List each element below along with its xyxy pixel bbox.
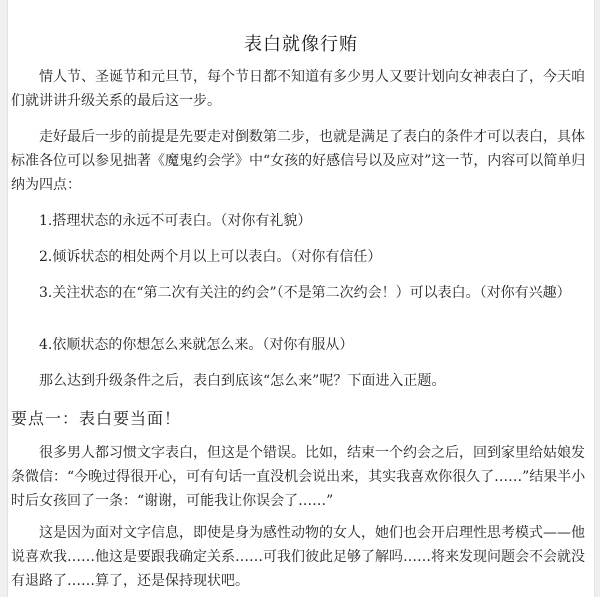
- transition-paragraph: 那么达到升级条件之后，表白到底该“怎么来”呢？下面进入正题。: [39, 373, 446, 389]
- list-item-4: 4.依顺状态的你想怎么来就怎么来。（对你有服从）: [39, 337, 354, 353]
- premise-paragraph: 走好最后一步的前提是先要走对倒数第二步，也就是满足了表白的条件才可以表白，具体标准各位可以参见拙著《魔鬼约会学》中“女孩的好感信号以及应对”这一节，内容可以简单归纳为四点：: [11, 129, 586, 193]
- section-paragraph-2: 这是因为面对文字信息，即使是身为感性动物的女人，她们也会开启理性思考模式——他说喜欢我……他这是要跟我确定关系……可我们彼此足够了解吗……将来发现问题会不会就没有退路了……算了，还是保持现状吧。: [11, 525, 585, 589]
- list-item-2: 2.倾诉状态的相处两个月以上可以表白。（对你有信任）: [39, 249, 382, 265]
- section-paragraph-1: 很多男人都习惯文字表白，但这是个错误。比如，结束一个约会之后，回到家里给姑娘发条微信：“今晚过得很开心，可有句话一直没机会说出来，其实我喜欢你很久了……”结果半小时后女孩回了一条：“谢谢，可能我让你误会了……”: [11, 445, 586, 509]
- article-title: 表白就像行贿: [244, 34, 358, 55]
- section-heading: 要点一：表白要当面！: [11, 409, 182, 428]
- list-item-1: 1.搭理状态的永远不可表白。（对你有礼貌）: [39, 213, 312, 229]
- left-page-border: [0, 0, 8, 597]
- intro-paragraph: 情人节、圣诞节和元旦节，每个节日都不知道有多少男人又要计划向女神表白了，今天咱们就讲讲升级关系的最后这一步。: [11, 69, 585, 109]
- right-page-border: [594, 0, 600, 597]
- list-item-3: 3.关注状态的在“第二次有关注的约会”（不是第二次约会！）可以表白。（对你有兴趣）: [39, 285, 571, 301]
